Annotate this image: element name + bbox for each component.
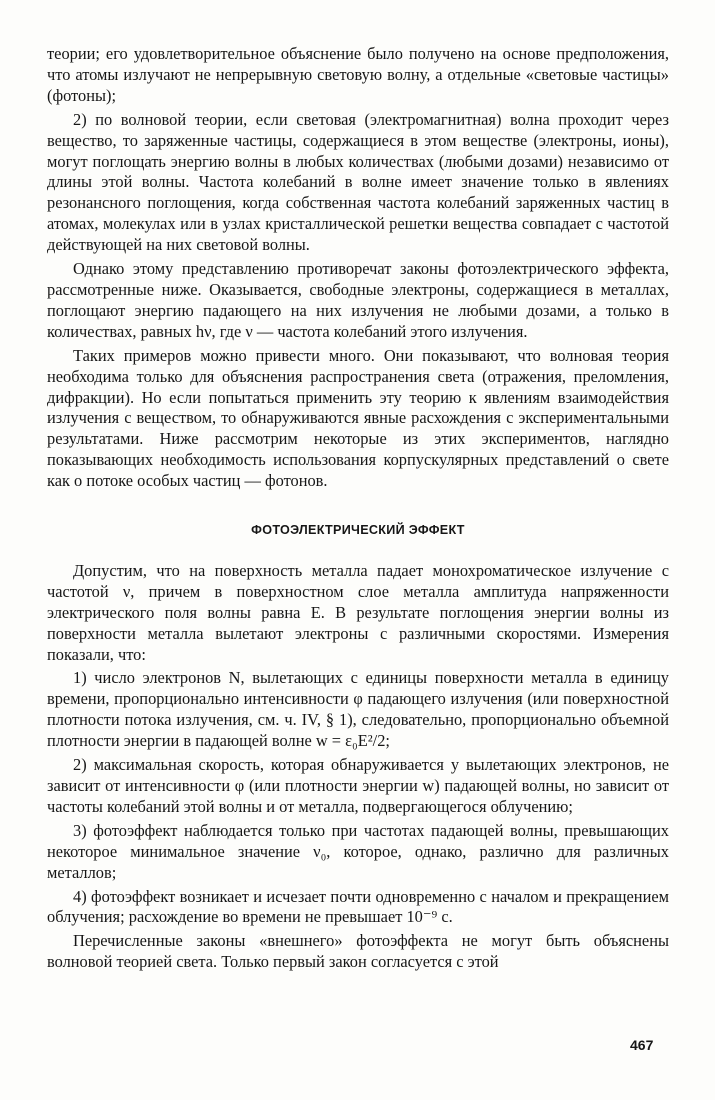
paragraph-continued: теории; его удовлетворительное объяснение было получено на основе предположения, что атомы излучают не непрерывную световую волну, а отдельные «световые частицы» (фотоны); — [47, 44, 669, 105]
page-number: 467 — [630, 1037, 654, 1053]
law-item-3: 3) фотоэффект наблюдается только при частотах падающей волны, превышающих некоторое минимальное значение ν₀, которое, однако, различно для различных металлов; — [47, 820, 669, 882]
paragraph-wave-theory: 2) по волновой теории, если световая (электромагнитная) волна проходит через вещество, то заряженные частицы, содержащиеся в этом веществе (электроны, ионы), могут поглощать энергию волны в любых количествах (любыми дозами) независимо от длины этой волны. Частота колебаний в волне имеет значение только в явлениях резонансного поглощения, когда собственная частота колебаний заряженных частиц в атомах, молекулах или в узлах кристаллической решетки вещества совпадает с частотой действующей на них световой волны. — [47, 109, 669, 255]
law-item-4: 4) фотоэффект возникает и исчезает почти одновременно с началом и прекращением облучения; расхождение во времени не превышает 10⁻⁹ с. — [47, 886, 669, 927]
paragraph-examples: Таких примеров можно привести много. Они показывают, что волновая теория необходима только для объяснения распространения света (отражения, преломления, дифракции). Но если попытаться применить эту теорию к явлениям взаимодействия излучения с веществом, то обнаруживаются явные расхождения с экспериментальными результатами. Ниже рассмотрим некоторые из этих экспериментов, наглядно показывающих необходимость использования корпускулярных представлений о свете как о потоке особых частиц — фотонов. — [47, 345, 669, 491]
paragraph-setup: Допустим, что на поверхность металла падает монохроматическое излучение с частотой ν, причем в поверхностном слое металла амплитуда напряженности электрического поля волны равна E. В результате поглощения энергии волны из поверхности металла вылетают электроны с различными скоростями. Измерения показали, что: — [47, 560, 669, 664]
law-item-1: 1) число электронов N, вылетающих с единицы поверхности металла в единицу времени, пропорционально интенсивности φ падающего излучения (или поверхностной плотности потока излучения, см. ч. IV, § 1), следовательно, пропорционально объемной плотности энергии в падающей волне w = ε₀E²/2; — [47, 668, 669, 751]
paragraph-contradiction: Однако этому представлению противоречат законы фотоэлектрического эффекта, рассмотренные ниже. Оказывается, свободные электроны, содержащиеся в металлах, поглощают энергию падающего на них излучения не любыми дозами, а только в количествах, равных hν, где ν — частота колебаний этого излучения. — [47, 259, 669, 341]
section-heading: ФОТОЭЛЕКТРИЧЕСКИЙ ЭФФЕКТ — [251, 523, 465, 538]
paragraph-conclusion: Перечисленные законы «внешнего» фотоэффекта не могут быть объяснены волновой теорией света. Только первый закон согласуется с этой — [47, 931, 669, 972]
law-item-2: 2) максимальная скорость, которая обнаруживается у вылетающих электронов, не зависит от интенсивности φ (или плотности энергии w) падающей волны, но зависит от частоты колебаний этой волны и от металла, подвергающегося облучению; — [47, 755, 669, 816]
page-text — [47, 44, 669, 973]
